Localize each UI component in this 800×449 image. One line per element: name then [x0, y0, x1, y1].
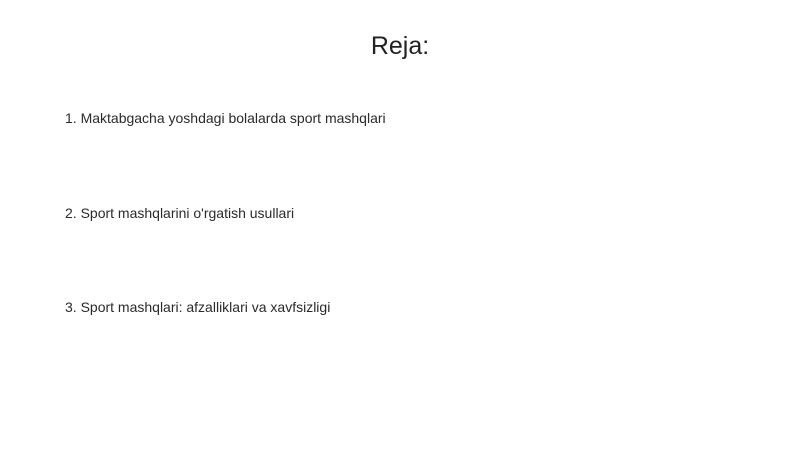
- slide-title: Reja:: [370, 32, 430, 60]
- plan-item-3: 3. Sport mashqlari: afzalliklari va xavfsizligi: [65, 299, 331, 315]
- plan-item-2: 2. Sport mashqlarini o'rgatish usullari: [65, 205, 295, 221]
- plan-item-1: 1. Maktabgacha yoshdagi bolalarda sport mashqlari: [65, 110, 386, 126]
